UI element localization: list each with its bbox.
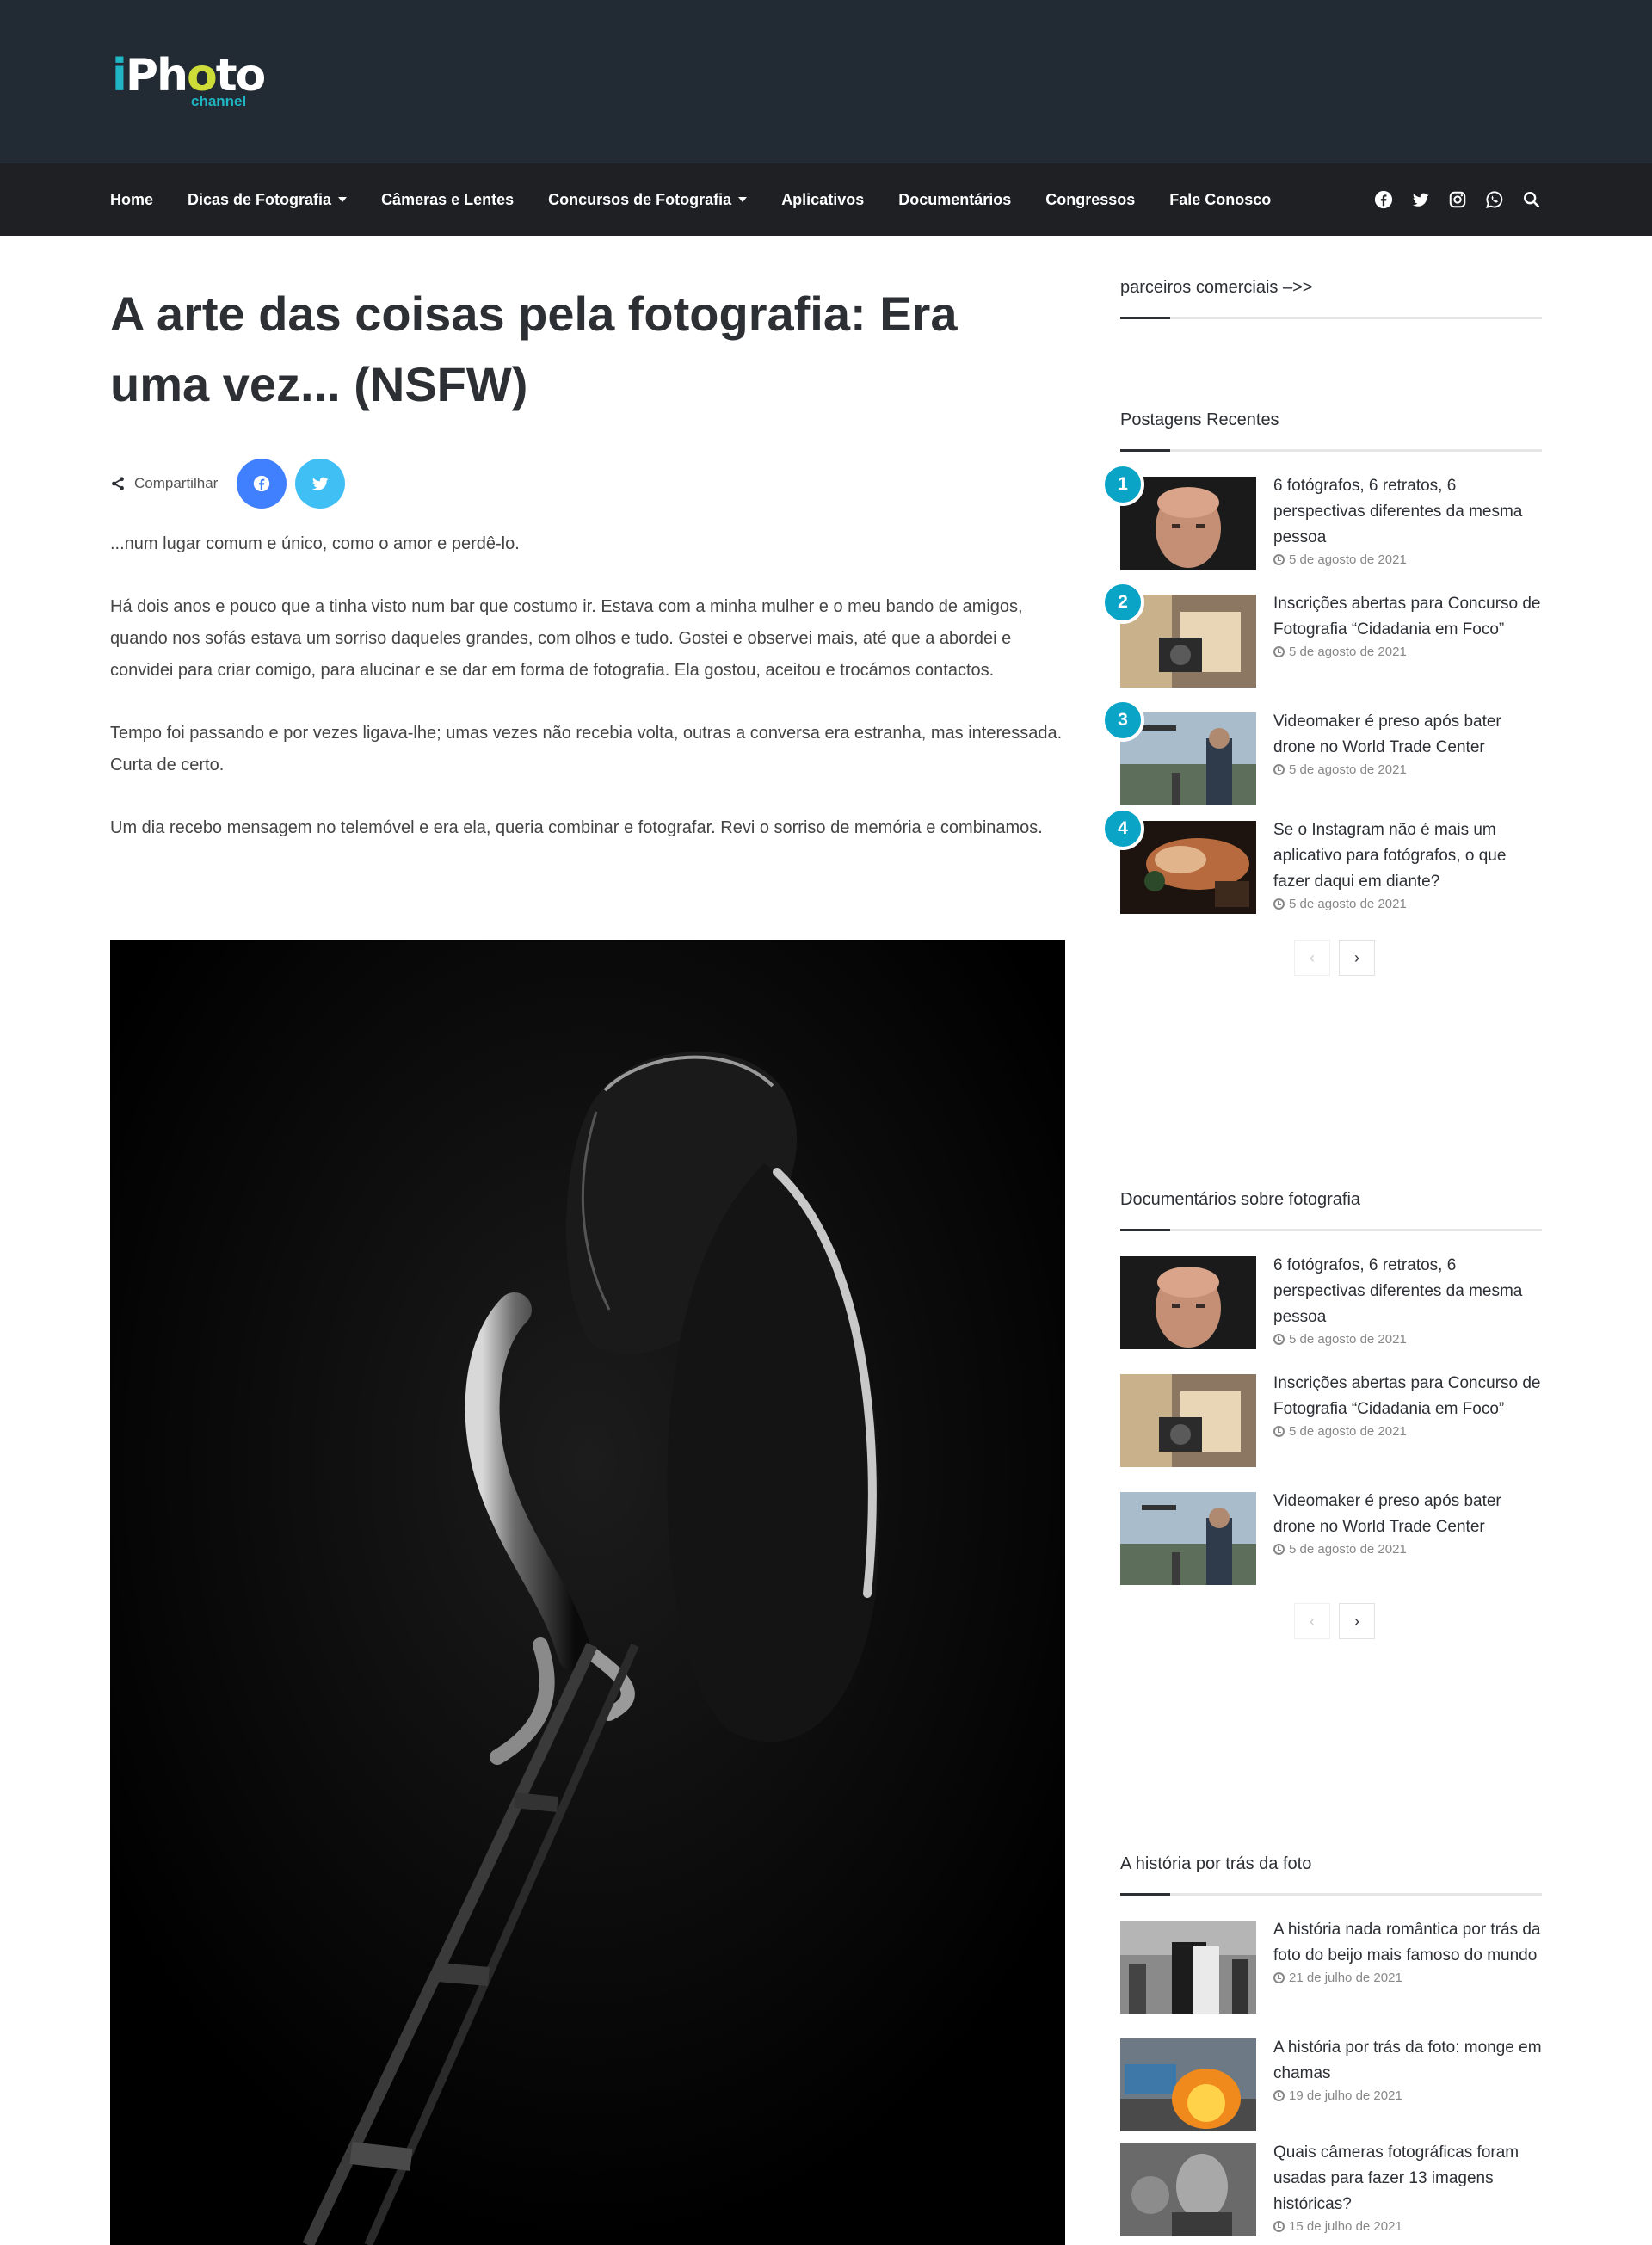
post-date-text: 5 de agosto de 2021 xyxy=(1289,1424,1407,1439)
nav-item-contato[interactable] xyxy=(1169,191,1271,209)
nav-item-label: Documentários xyxy=(898,190,1012,208)
post-date xyxy=(1273,1424,1542,1439)
share-label-text: Compartilhar xyxy=(134,475,219,491)
clock-icon xyxy=(1273,646,1285,657)
post-info xyxy=(1273,2035,1542,2103)
social-icons xyxy=(1357,163,1542,236)
post-date xyxy=(1273,645,1542,659)
post-title[interactable]: Videomaker é preso após bater drone no World Trade Center xyxy=(1273,1492,1501,1536)
docs-posts-pager xyxy=(1294,1603,1384,1639)
photo-figure-on-ladder xyxy=(110,940,1065,2245)
nav-item-label: Home xyxy=(110,190,154,208)
post-title[interactable]: 6 fotógrafos, 6 retratos, 6 perspectivas diferentes da mesma pessoa xyxy=(1273,477,1523,546)
post-info xyxy=(1273,1917,1542,1985)
article-title: A arte das coisas pela fotografia: Era uma vez... (NSFW) xyxy=(110,287,958,411)
clock-icon xyxy=(1273,2090,1285,2101)
post-thumbnail[interactable] xyxy=(1120,1492,1256,1585)
nav-item-concursos[interactable] xyxy=(548,191,747,209)
site-logo[interactable] xyxy=(112,50,265,110)
clock-icon xyxy=(1273,1544,1285,1555)
post-thumbnail[interactable] xyxy=(1120,1374,1256,1467)
share-facebook-button[interactable] xyxy=(237,459,287,509)
widget-divider xyxy=(1120,1229,1542,1231)
widget-divider xyxy=(1120,1893,1542,1896)
widget-title-recent: Postagens Recentes xyxy=(1120,410,1279,429)
caret-down-icon xyxy=(338,197,347,202)
post-date xyxy=(1273,552,1542,567)
post-thumbnail[interactable] xyxy=(1120,1921,1256,2014)
post-info xyxy=(1273,591,1542,659)
post-date xyxy=(1273,1971,1542,1985)
article-paragraph: ...num lugar comum e único, como o amor e perdê-lo. xyxy=(110,534,520,553)
post-info xyxy=(1273,709,1542,777)
widget-title-history: A história por trás da foto xyxy=(1120,1854,1312,1873)
post-date-text: 21 de julho de 2021 xyxy=(1289,1971,1402,1985)
nav-item-congressos[interactable] xyxy=(1045,191,1135,209)
twitter-icon xyxy=(311,474,330,493)
pager-prev-button[interactable]: ‹ xyxy=(1294,1603,1330,1639)
post-info xyxy=(1273,473,1542,567)
post-date-text: 5 de agosto de 2021 xyxy=(1289,762,1407,777)
post-date-text: 5 de agosto de 2021 xyxy=(1289,1542,1407,1557)
post-title[interactable]: 6 fotógrafos, 6 retratos, 6 perspectivas diferentes da mesma pessoa xyxy=(1273,1256,1523,1326)
article-body xyxy=(110,528,1065,875)
post-date xyxy=(1273,2088,1542,2103)
widget-title-docs: Documentários sobre fotografia xyxy=(1120,1190,1361,1209)
post-date-text: 15 de julho de 2021 xyxy=(1289,2219,1402,2234)
clock-icon xyxy=(1273,1426,1285,1437)
post-date xyxy=(1273,1542,1542,1557)
post-date-text: 19 de julho de 2021 xyxy=(1289,2088,1402,2103)
clock-icon xyxy=(1273,554,1285,565)
widget-divider xyxy=(1120,449,1542,452)
post-title[interactable]: Inscrições abertas para Concurso de Fotografia “Cidadania em Foco” xyxy=(1273,595,1541,638)
main-navigation xyxy=(0,163,1652,236)
post-info xyxy=(1273,1371,1542,1439)
post-info xyxy=(1273,1489,1542,1557)
nav-item-label: Congressos xyxy=(1045,190,1136,208)
share-icon xyxy=(110,476,126,491)
caret-down-icon xyxy=(738,197,747,202)
share-twitter-button[interactable] xyxy=(295,459,345,509)
rank-badge: 3 xyxy=(1101,699,1144,742)
rank-badge: 1 xyxy=(1101,463,1144,506)
nav-item-label: Aplicativos xyxy=(781,190,865,208)
twitter-icon[interactable] xyxy=(1410,189,1431,210)
post-date-text: 5 de agosto de 2021 xyxy=(1289,552,1407,567)
post-thumbnail[interactable] xyxy=(1120,1256,1256,1349)
nav-item-dicas[interactable] xyxy=(188,191,347,209)
post-title[interactable]: A história nada romântica por trás da foto do beijo mais famoso do mundo xyxy=(1273,1921,1541,1964)
whatsapp-icon[interactable] xyxy=(1484,189,1505,210)
post-title[interactable]: A história por trás da foto: monge em chamas xyxy=(1273,2038,1542,2082)
nav-item-documentarios[interactable] xyxy=(898,191,1011,209)
share-label xyxy=(110,475,218,492)
post-title[interactable]: Videomaker é preso após bater drone no World Trade Center xyxy=(1273,712,1501,756)
nav-item-label: Dicas de Fotografia xyxy=(188,190,332,208)
nav-item-home[interactable] xyxy=(110,191,153,209)
nav-item-label: Fale Conosco xyxy=(1169,190,1272,208)
clock-icon xyxy=(1273,764,1285,775)
facebook-icon xyxy=(252,474,271,493)
article-paragraph: Tempo foi passando e por vezes ligava-lhe; umas vezes não recebia volta, outras a conversa era estranha, mas interessada. Curta de certo. xyxy=(110,724,1063,774)
post-title[interactable]: Se o Instagram não é mais um aplicativo para fotógrafos, o que fazer daqui em diante? xyxy=(1273,821,1507,891)
article-paragraph: Um dia recebo mensagem no telemóvel e era ela, queria combinar e fotografar. Revi o sorriso de memória e combinamos. xyxy=(110,818,1043,837)
search-icon[interactable] xyxy=(1521,189,1542,210)
nav-item-label: Câmeras e Lentes xyxy=(381,190,515,208)
post-date xyxy=(1273,762,1542,777)
logo-subtitle: channel xyxy=(191,93,247,109)
post-date-text: 5 de agosto de 2021 xyxy=(1289,1332,1407,1347)
clock-icon xyxy=(1273,898,1285,910)
recent-posts-pager xyxy=(1294,940,1384,976)
post-date xyxy=(1273,2219,1542,2234)
instagram-icon[interactable] xyxy=(1447,189,1468,210)
nav-item-aplicativos[interactable] xyxy=(781,191,864,209)
nav-item-cameras[interactable] xyxy=(381,191,514,209)
post-date xyxy=(1273,897,1542,911)
clock-icon xyxy=(1273,1972,1285,1983)
widget-divider xyxy=(1120,317,1542,319)
share-bar xyxy=(110,458,354,509)
post-date-text: 5 de agosto de 2021 xyxy=(1289,645,1407,659)
nav-menu xyxy=(110,163,1305,236)
widget-title-partners: parceiros comerciais –>> xyxy=(1120,278,1313,297)
clock-icon xyxy=(1273,2221,1285,2232)
article-paragraph: Há dois anos e pouco que a tinha visto num bar que costumo ir. Estava com a minha mulher e o meu bando de amigos, quando nos sofás estava um sorriso daqueles grandes, com olhos e tudo. Gostei e observei mais, até que a abordei e convidei para criar comigo, para alucinar e se dar em forma de fotografia. Ela gostou, aceitou e trocámos contactos. xyxy=(110,597,1023,680)
post-date xyxy=(1273,1332,1542,1347)
post-thumbnail[interactable] xyxy=(1120,2038,1256,2131)
pager-prev-button[interactable]: ‹ xyxy=(1294,940,1330,976)
article-featured-photo xyxy=(110,940,1065,2245)
post-date-text: 5 de agosto de 2021 xyxy=(1289,897,1407,911)
post-info xyxy=(1273,817,1542,911)
post-thumbnail[interactable] xyxy=(1120,2143,1256,2236)
nav-item-label: Concursos de Fotografia xyxy=(548,190,732,208)
site-header xyxy=(0,0,1652,163)
post-title[interactable]: Inscrições abertas para Concurso de Fotografia “Cidadania em Foco” xyxy=(1273,1374,1541,1418)
logo-wordmark: iPhoto xyxy=(112,50,265,102)
rank-badge: 2 xyxy=(1101,581,1144,624)
post-title[interactable]: Quais câmeras fotográficas foram usadas para fazer 13 imagens históricas? xyxy=(1273,2143,1519,2213)
facebook-icon[interactable] xyxy=(1373,189,1394,210)
pager-next-button[interactable]: › xyxy=(1339,940,1375,976)
pager-next-button[interactable]: › xyxy=(1339,1603,1375,1639)
post-info xyxy=(1273,2140,1542,2234)
post-info xyxy=(1273,1253,1542,1347)
clock-icon xyxy=(1273,1334,1285,1345)
rank-badge: 4 xyxy=(1101,807,1144,850)
